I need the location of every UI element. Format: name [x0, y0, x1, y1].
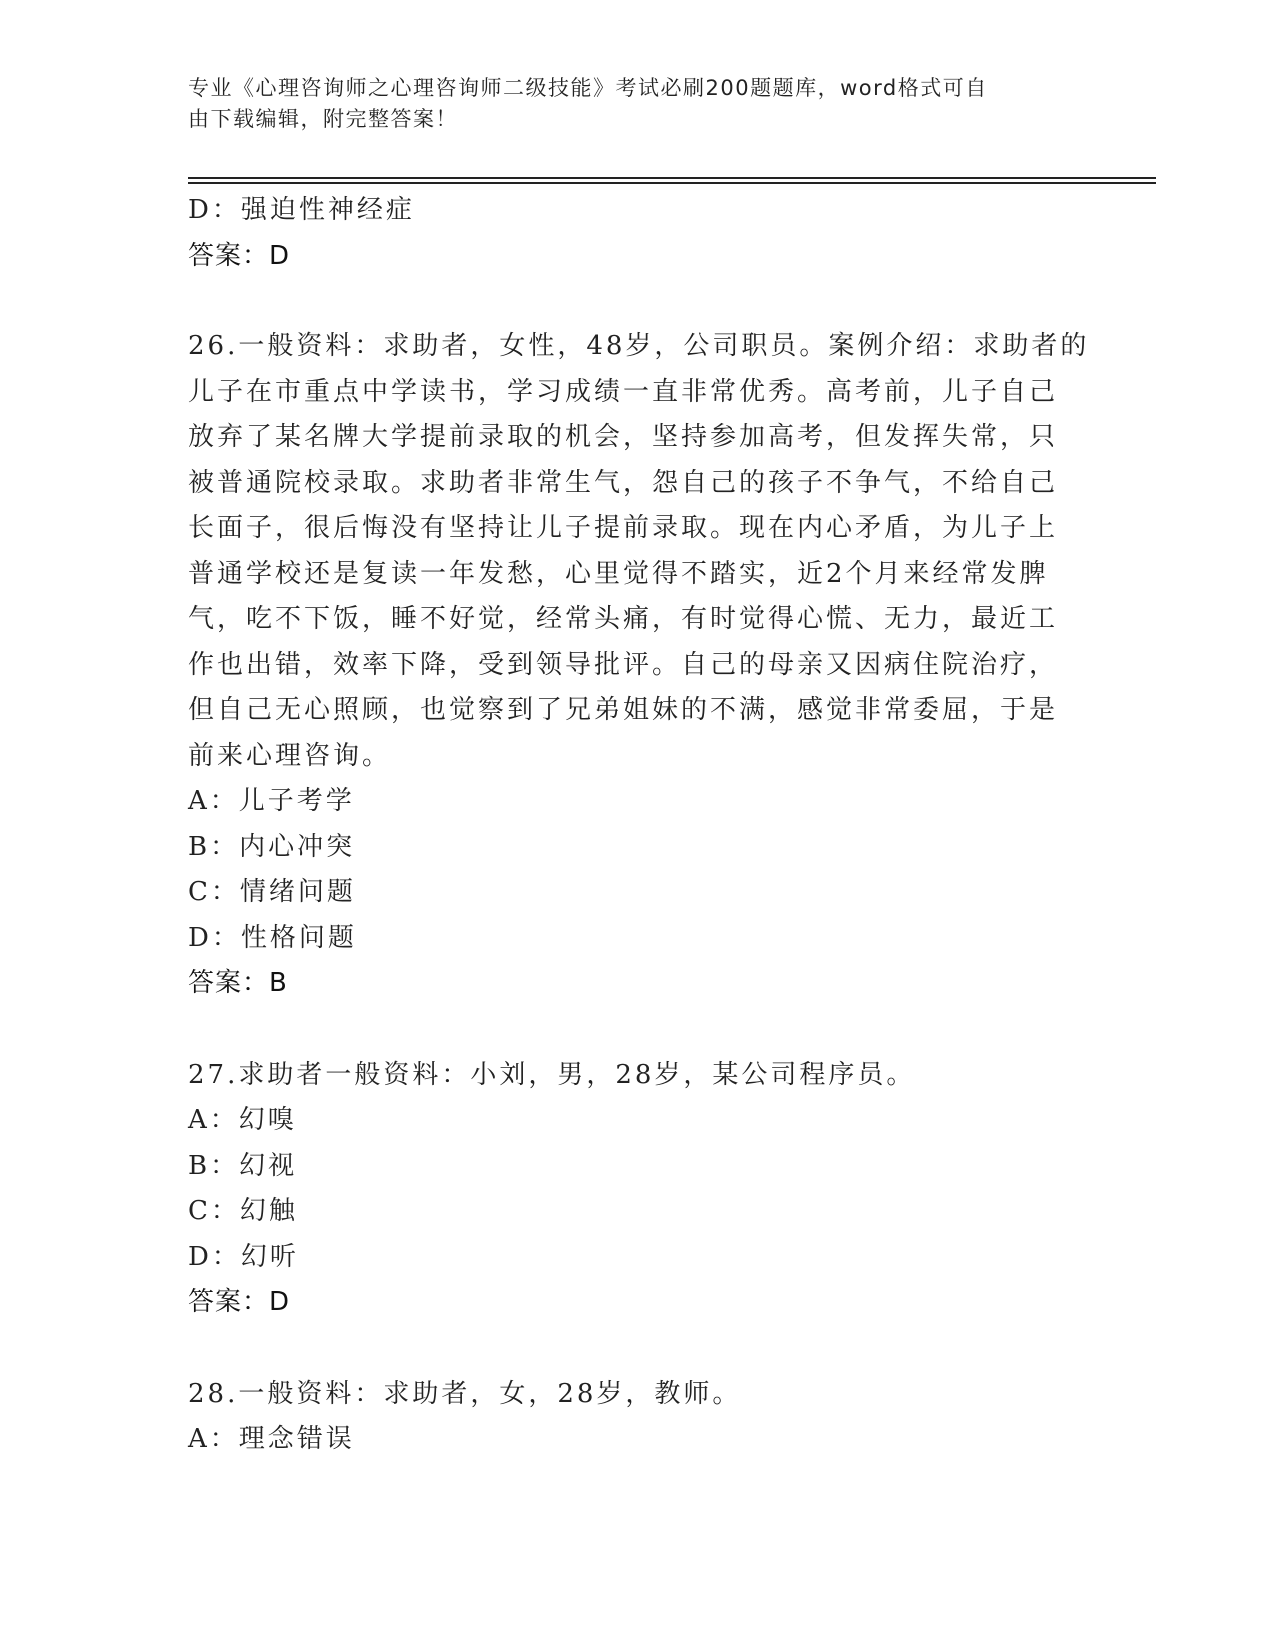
option-c: C：情绪问题 — [188, 877, 356, 907]
question-28 — [188, 1372, 1088, 1463]
question-25-tail — [188, 188, 1088, 279]
option-b: B：内心冲突 — [188, 831, 356, 862]
header-line-2: 由下载编辑，附完整答案！ — [188, 107, 458, 131]
option-b: B：幻视 — [188, 1150, 298, 1181]
question-stem: 28.一般资料：求助者，女，28岁，教师。 — [188, 1378, 742, 1409]
option-a: A：理念错误 — [188, 1424, 355, 1454]
option-d: D：强迫性神经症 — [188, 195, 415, 225]
question-stem-line: 但自己无心照顾，也觉察到了兄弟姐妹的不满，感觉非常委屈，于是 — [188, 695, 1059, 725]
question-stem-line: 作也出错，效率下降，受到领导批评。自己的母亲又因病住院治疗， — [188, 649, 1059, 680]
option-a: A：幻嗅 — [188, 1105, 297, 1135]
question-stem-line: 儿子在市重点中学读书，学习成绩一直非常优秀。高考前，儿子自己 — [188, 376, 1059, 407]
option-d: D：幻听 — [188, 1241, 299, 1272]
option-c: C：幻触 — [188, 1196, 298, 1226]
question-26 — [188, 324, 1088, 1007]
header-divider-top — [188, 177, 1156, 179]
document-header — [188, 73, 1068, 135]
header-divider-bottom — [188, 182, 1156, 184]
answer: 答案：D — [188, 1287, 291, 1317]
question-stem-line: 普通学校还是复读一年发愁，心里觉得不踏实，近2个月来经常发脾 — [188, 558, 1049, 589]
spacer — [188, 1326, 1088, 1372]
question-stem: 27.求助者一般资料：小刘，男，28岁，某公司程序员。 — [188, 1059, 916, 1090]
option-d: D：性格问题 — [188, 922, 357, 953]
option-a: A：儿子考学 — [188, 786, 355, 816]
question-27 — [188, 1053, 1088, 1326]
question-stem-line: 被普通院校录取。求助者非常生气，怨自己的孩子不争气，不给自己 — [188, 467, 1059, 498]
answer: 答案：D — [188, 240, 291, 271]
answer: 答案：B — [188, 968, 288, 998]
header-line-1: 专业《心理咨询师之心理咨询师二级技能》考试必刷200题题库，word格式可自 — [188, 76, 988, 100]
question-stem-line: 前来心理咨询。 — [188, 740, 392, 771]
document-body — [188, 188, 1088, 1463]
question-stem-line: 26.一般资料：求助者，女性，48岁，公司职员。案例介绍：求助者的 — [188, 331, 1090, 361]
spacer — [188, 279, 1088, 324]
question-stem-line: 长面子，很后悔没有坚持让儿子提前录取。现在内心矛盾，为儿子上 — [188, 513, 1059, 543]
question-stem-line: 气，吃不下饭，睡不好觉，经常头痛，有时觉得心慌、无力，最近工 — [188, 604, 1059, 634]
spacer — [188, 1007, 1088, 1053]
question-stem-line: 放弃了某名牌大学提前录取的机会，坚持参加高考，但发挥失常，只 — [188, 422, 1059, 452]
